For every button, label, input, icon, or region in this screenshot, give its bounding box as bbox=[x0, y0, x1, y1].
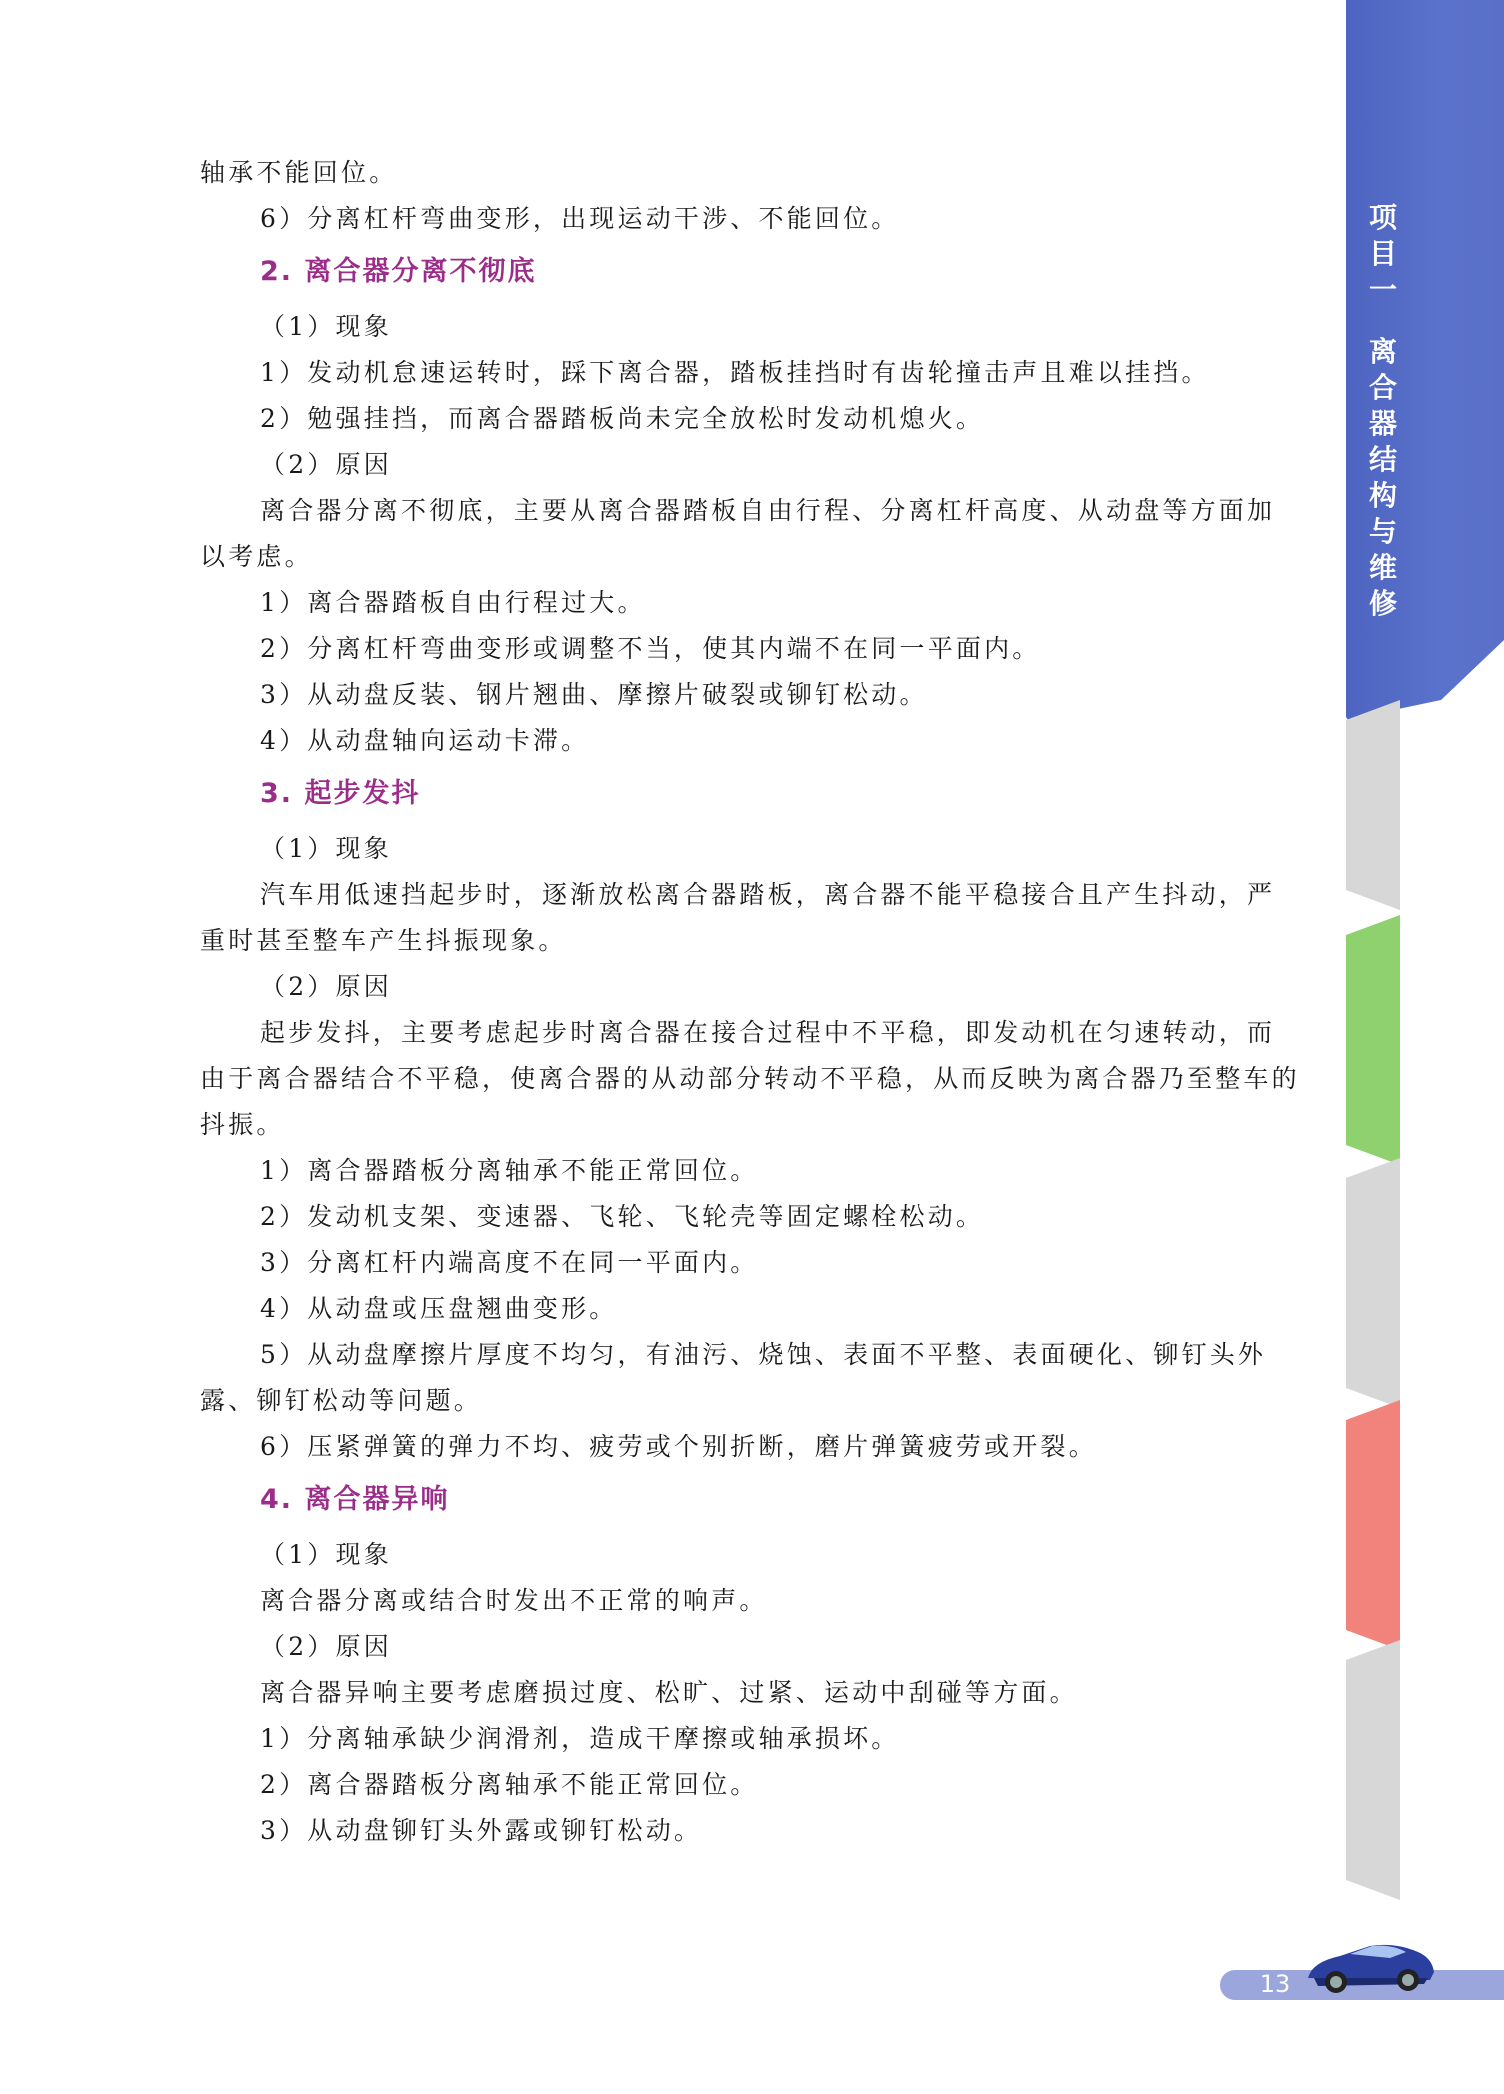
paragraph: 1）离合器踏板自由行程过大。 bbox=[260, 588, 646, 617]
chapter-title-char: 构 bbox=[1368, 479, 1397, 512]
paragraph: 6）分离杠杆弯曲变形，出现运动干涉、不能回位。 bbox=[260, 204, 900, 233]
paragraph: 3）从动盘反装、钢片翘曲、摩擦片破裂或铆钉松动。 bbox=[260, 680, 928, 709]
paragraph: 4）从动盘轴向运动卡滞。 bbox=[260, 726, 590, 755]
paragraph: 3）分离杠杆内端高度不在同一平面内。 bbox=[260, 1248, 759, 1277]
side-tab-red bbox=[1346, 1400, 1400, 1650]
chapter-title-char: 修 bbox=[1368, 587, 1397, 620]
section-heading: 2. 离合器分离不彻底 bbox=[260, 256, 537, 287]
side-tab-gray-1 bbox=[1346, 700, 1400, 910]
paragraph: （2）原因 bbox=[260, 450, 392, 479]
paragraph: 2）发动机支架、变速器、飞轮、飞轮壳等固定螺栓松动。 bbox=[260, 1202, 985, 1231]
chapter-title-char: 维 bbox=[1368, 551, 1397, 584]
chapter-title-char: 离 bbox=[1368, 335, 1397, 368]
paragraph: 2）离合器踏板分离轴承不能正常回位。 bbox=[260, 1770, 759, 1799]
chapter-title-char: 结 bbox=[1368, 443, 1397, 476]
chapter-title-char: 项 bbox=[1368, 201, 1397, 234]
paragraph: （2）原因 bbox=[260, 972, 392, 1001]
paragraph: 6）压紧弹簧的弹力不均、疲劳或个别折断，磨片弹簧疲劳或开裂。 bbox=[260, 1432, 1097, 1461]
paragraph: 轴承不能回位。 bbox=[200, 158, 398, 187]
side-tab-gray-2 bbox=[1346, 1158, 1400, 1408]
paragraph: 起步发抖，主要考虑起步时离合器在接合过程中不平稳，即发动机在匀速转动，而由于离合器结合不平稳，使离合器的从动部分转动不平稳，从而反映为离合器乃至整车的抖振。 bbox=[200, 1018, 1300, 1139]
paragraph: 4）从动盘或压盘翘曲变形。 bbox=[260, 1294, 618, 1323]
paragraph: 汽车用低速挡起步时，逐渐放松离合器踏板，离合器不能平稳接合且产生抖动，严重时甚至整车产生抖振现象。 bbox=[200, 880, 1276, 955]
chapter-title-char: 器 bbox=[1368, 407, 1397, 440]
paragraph: 离合器分离或结合时发出不正常的响声。 bbox=[260, 1586, 768, 1615]
chapter-title-char: 目 bbox=[1368, 237, 1397, 270]
chapter-title bbox=[1363, 200, 1403, 622]
paragraph: 3）从动盘铆钉头外露或铆钉松动。 bbox=[260, 1816, 703, 1845]
chapter-title-char: 与 bbox=[1368, 515, 1397, 548]
side-tab-green bbox=[1346, 915, 1400, 1165]
paragraph: （1）现象 bbox=[260, 834, 392, 863]
paragraph: 1）分离轴承缺少润滑剂，造成干摩擦或轴承损坏。 bbox=[260, 1724, 900, 1753]
chapter-title-gap bbox=[1363, 308, 1403, 334]
paragraph: 5）从动盘摩擦片厚度不均匀，有油污、烧蚀、表面不平整、表面硬化、铆钉头外露、铆钉松动等问题。 bbox=[200, 1340, 1267, 1415]
section-heading: 3. 起步发抖 bbox=[260, 778, 421, 809]
paragraph: 2）分离杠杆弯曲变形或调整不当，使其内端不在同一平面内。 bbox=[260, 634, 1041, 663]
paragraph: 1）离合器踏板分离轴承不能正常回位。 bbox=[260, 1156, 759, 1185]
paragraph: 2）勉强挂挡，而离合器踏板尚未完全放松时发动机熄火。 bbox=[260, 404, 985, 433]
page-number: 13 bbox=[1259, 1970, 1291, 1998]
car-icon bbox=[1300, 1928, 1440, 2000]
paragraph: 1）发动机怠速运转时，踩下离合器，踏板挂挡时有齿轮撞击声且难以挂挡。 bbox=[260, 358, 1210, 387]
paragraph: （1）现象 bbox=[260, 312, 392, 341]
side-tab-gray-3 bbox=[1346, 1640, 1400, 1900]
section-heading: 4. 离合器异响 bbox=[260, 1484, 450, 1515]
chapter-title-char: 合 bbox=[1368, 371, 1397, 404]
chapter-title-char: 一 bbox=[1368, 273, 1397, 306]
paragraph: （2）原因 bbox=[260, 1632, 392, 1661]
paragraph: 离合器异响主要考虑磨损过度、松旷、过紧、运动中刮碰等方面。 bbox=[260, 1678, 1078, 1707]
paragraph: 离合器分离不彻底，主要从离合器踏板自由行程、分离杠杆高度、从动盘等方面加以考虑。 bbox=[200, 496, 1276, 571]
page-body bbox=[200, 150, 1302, 1854]
paragraph: （1）现象 bbox=[260, 1540, 392, 1569]
